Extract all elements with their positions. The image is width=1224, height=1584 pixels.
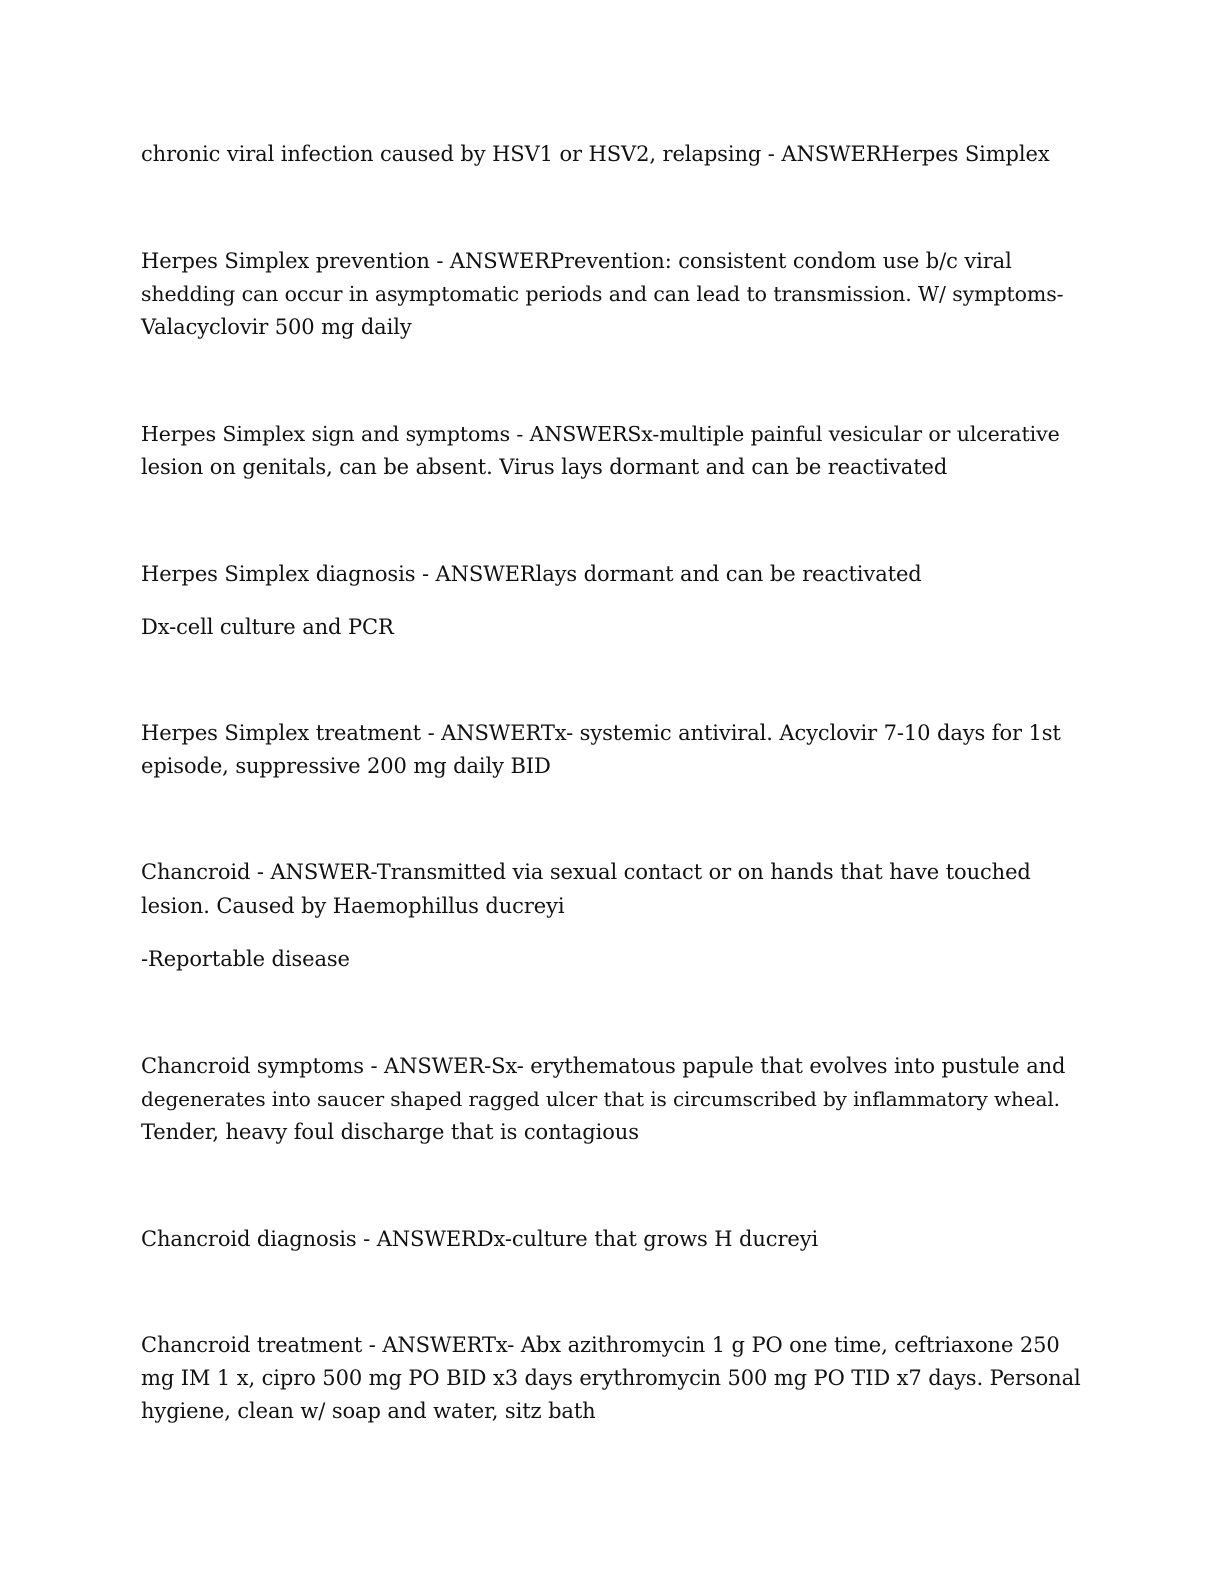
entry-7-line-1: Chancroid symptoms - ANSWER-Sx- erythematous papule that evolves into pustule and <box>141 1054 1066 1078</box>
entry-9-line-2: mg IM 1 x, cipro 500 mg PO BID x3 days erythromycin 500 mg PO TID x7 days. Personal <box>141 1366 1081 1390</box>
entry-3-line-2: lesion on genitals, can be absent. Virus lays dormant and can be reactivated <box>141 455 948 479</box>
entry-7-line-2: degenerates into saucer shaped ragged ulcer that is circumscribed by inflammatory wheal. <box>141 1087 1060 1111</box>
entry-9-line-1: Chancroid treatment - ANSWERTx- Abx azithromycin 1 g PO one time, ceftriaxone 250 <box>141 1333 1060 1357</box>
entry-6-line-2: lesion. Caused by Haemophillus ducreyi <box>141 894 565 918</box>
entry-6-line-3: -Reportable disease <box>141 947 350 971</box>
entry-7-line-3: Tender, heavy foul discharge that is contagious <box>141 1120 639 1144</box>
entry-8-line-1: Chancroid diagnosis - ANSWERDx-culture that grows H ducreyi <box>141 1227 819 1251</box>
entry-5-line-1: Herpes Simplex treatment - ANSWERTx- systemic antiviral. Acyclovir 7-10 days for 1st <box>141 721 1061 745</box>
entry-4-line-2: Dx-cell culture and PCR <box>141 615 394 639</box>
entry-1-line-1: chronic viral infection caused by HSV1 or HSV2, relapsing - ANSWERHerpes Simplex <box>141 142 1050 166</box>
entry-9-line-3: hygiene, clean w/ soap and water, sitz bath <box>141 1399 596 1423</box>
entry-2-line-2: shedding can occur in asymptomatic periods and can lead to transmission. W/ symptoms- <box>141 282 1064 306</box>
entry-3-line-1: Herpes Simplex sign and symptoms - ANSWERSx-multiple painful vesicular or ulcerative <box>141 422 1060 446</box>
entry-5-line-2: episode, suppressive 200 mg daily BID <box>141 754 551 778</box>
entry-2-line-3: Valacyclovir 500 mg daily <box>141 315 412 339</box>
entry-4-line-1: Herpes Simplex diagnosis - ANSWERlays dormant and can be reactivated <box>141 562 922 586</box>
entry-6-line-1: Chancroid - ANSWER-Transmitted via sexual contact or on hands that have touched <box>141 860 1031 884</box>
entry-2-line-1: Herpes Simplex prevention - ANSWERPrevention: consistent condom use b/c viral <box>141 249 1012 273</box>
